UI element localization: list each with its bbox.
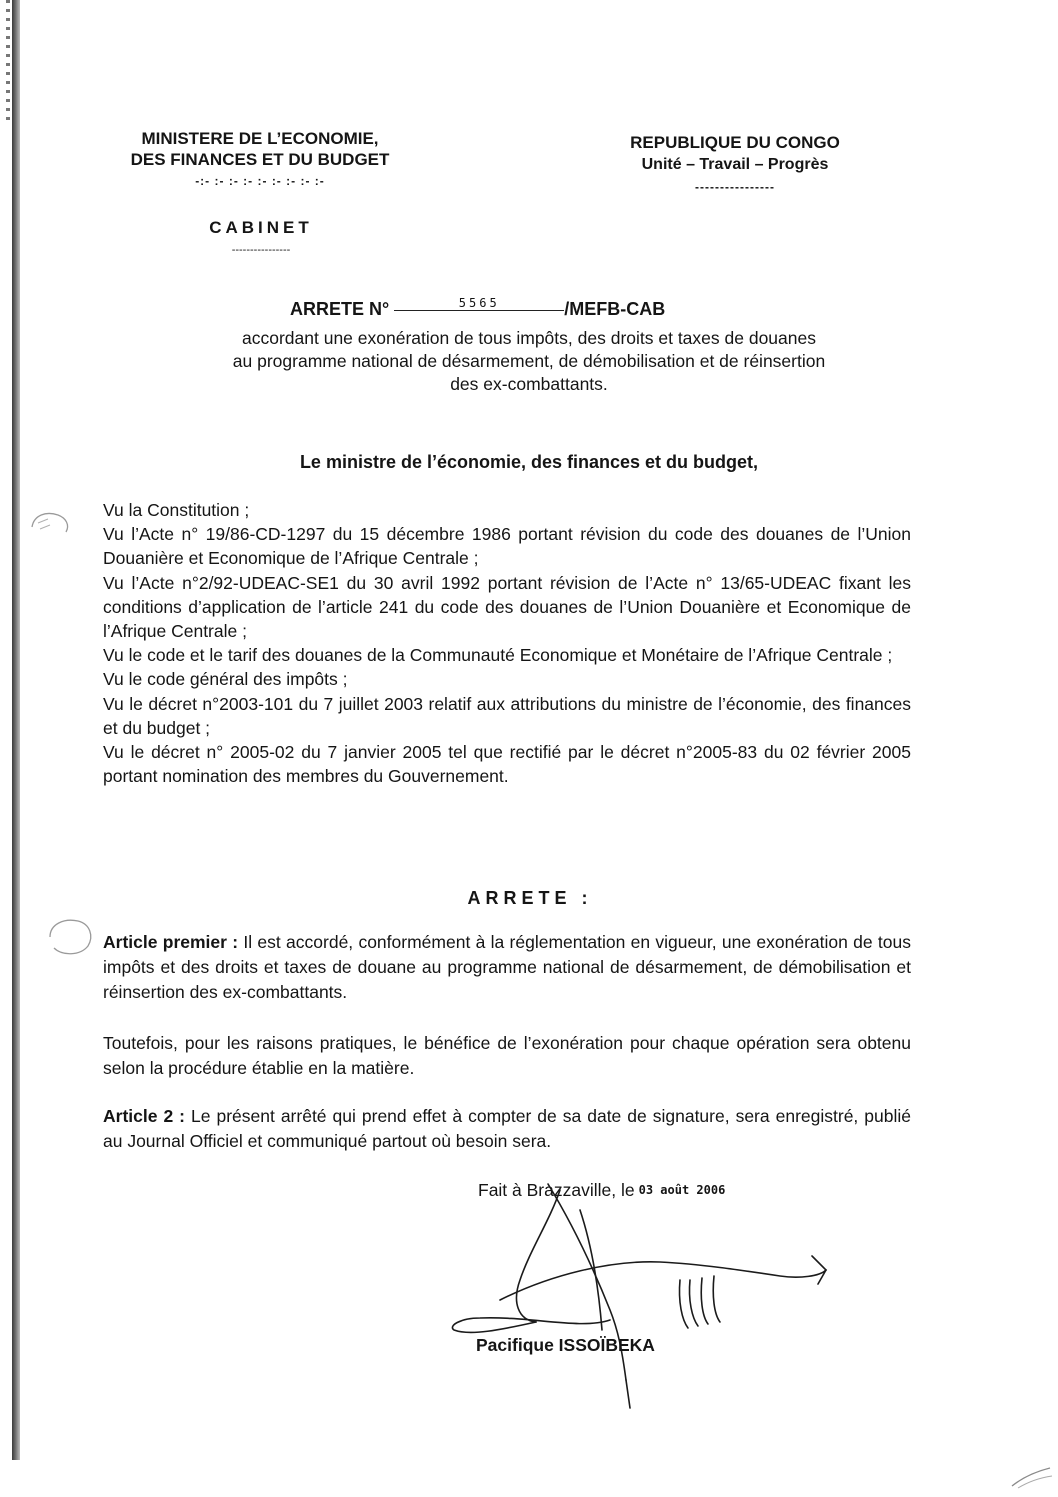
visa-item: Vu le code et le tarif des douanes de la Communauté Economique et Monétaire de l’Afrique Centrale ; [103,645,893,666]
minister-heading: Le ministre de l’économie, des finances et du budget, [299,452,759,472]
visas-list [103,498,911,788]
republic-separator: ---------------- [695,180,775,194]
ministry-line-2: DES FINANCES ET DU BUDGET [130,150,390,169]
punch-hole-mark [40,912,100,962]
ministry-header [110,128,410,188]
article-1-label: Article premier : [103,932,239,952]
date-stamp: 03 août 2006 [638,1183,726,1197]
visa-item: Vu l’Acte n°2/92-UDEAC-SE1 du 30 avril 1992 portant révision de l’Acte n° 13/65-UDEAC fixant les conditions d’application de l’article 241 du code des douanes de l’Union Douanière et Economique de l’Afrique Centrale ; [103,572,911,642]
article-1-text: Il est accordé, conformément à la réglementation en vigueur, une exonération de tous impôts et des droits et taxes de douane au programme national de désarmement, de démobilisation et réinsertion des ex-combattants. [103,932,911,1002]
subject-line-3: des ex-combattants. [450,374,608,394]
article-1 [103,930,911,1005]
decree-suffix: /MEFB-CAB [564,299,666,319]
national-motto: Unité – Travail – Progrès [641,156,829,173]
decree-number-value: 5565 [394,296,564,311]
article-1-paragraph-2: Toutefois, pour les raisons pratiques, le bénéfice de l’exonération pour chaque opération sera obtenu selon la procédure établie en la matière. [103,1033,911,1078]
subject-line-1: accordant une exonération de tous impôts, des droits et taxes de douanes [242,328,816,348]
decree-subject [130,327,928,396]
punch-hole-mark [26,505,76,545]
article-2-text: Le présent arrêté qui prend effet à compter de sa date de signature, sera enregistré, publié au Journal Officiel et communiqué partout où besoin sera. [103,1106,911,1151]
cabinet-heading [186,218,336,256]
place-label: Fait à Brazzaville, le [478,1180,635,1200]
visa-item: Vu le décret n° 2005-02 du 7 janvier 2005 tel que rectifié par le décret n°2005-83 du 02 février 2005 portant nomination des membres du Gouvernement. [103,742,911,787]
visa-item: Vu le code général des impôts ; [103,669,348,690]
decides-heading: ARRETE : [467,888,593,908]
signer-name: Pacifique ISSOÏBEKA [476,1335,655,1355]
decree-number [290,296,770,320]
article-2-label: Article 2 : [103,1106,186,1126]
visa-item: Vu la Constitution ; [103,500,250,520]
scan-edge-marks [6,0,10,120]
article-2 [103,1104,911,1154]
cabinet-separator: ---------------- [231,244,291,256]
visa-item: Vu l’Acte n° 19/86-CD-1297 du 15 décembre 1986 portant révision du code des douanes de l’Union Douanière et Economique de l’Afrique Centrale ; [103,524,911,569]
ministry-separator: -:- :- :- :- :- :- :- :- :- [195,174,325,188]
republic-header [604,132,866,194]
handwritten-signature [440,1180,860,1420]
decree-prefix: ARRETE N° [290,299,390,319]
subject-line-2: au programme national de désarmement, de démobilisation et de réinsertion [232,351,826,371]
ministry-line-1: MINISTERE DE L’ECONOMIE, [141,129,379,148]
page-corner-mark [1008,1462,1054,1492]
scan-edge-shadow [12,0,20,1460]
republic-name: REPUBLIQUE DU CONGO [630,133,840,152]
cabinet-label: CABINET [209,218,313,237]
visa-item: Vu le décret n°2003-101 du 7 juillet 2003 relatif aux attributions du ministre de l’économie, des finances et du budget ; [103,693,911,738]
